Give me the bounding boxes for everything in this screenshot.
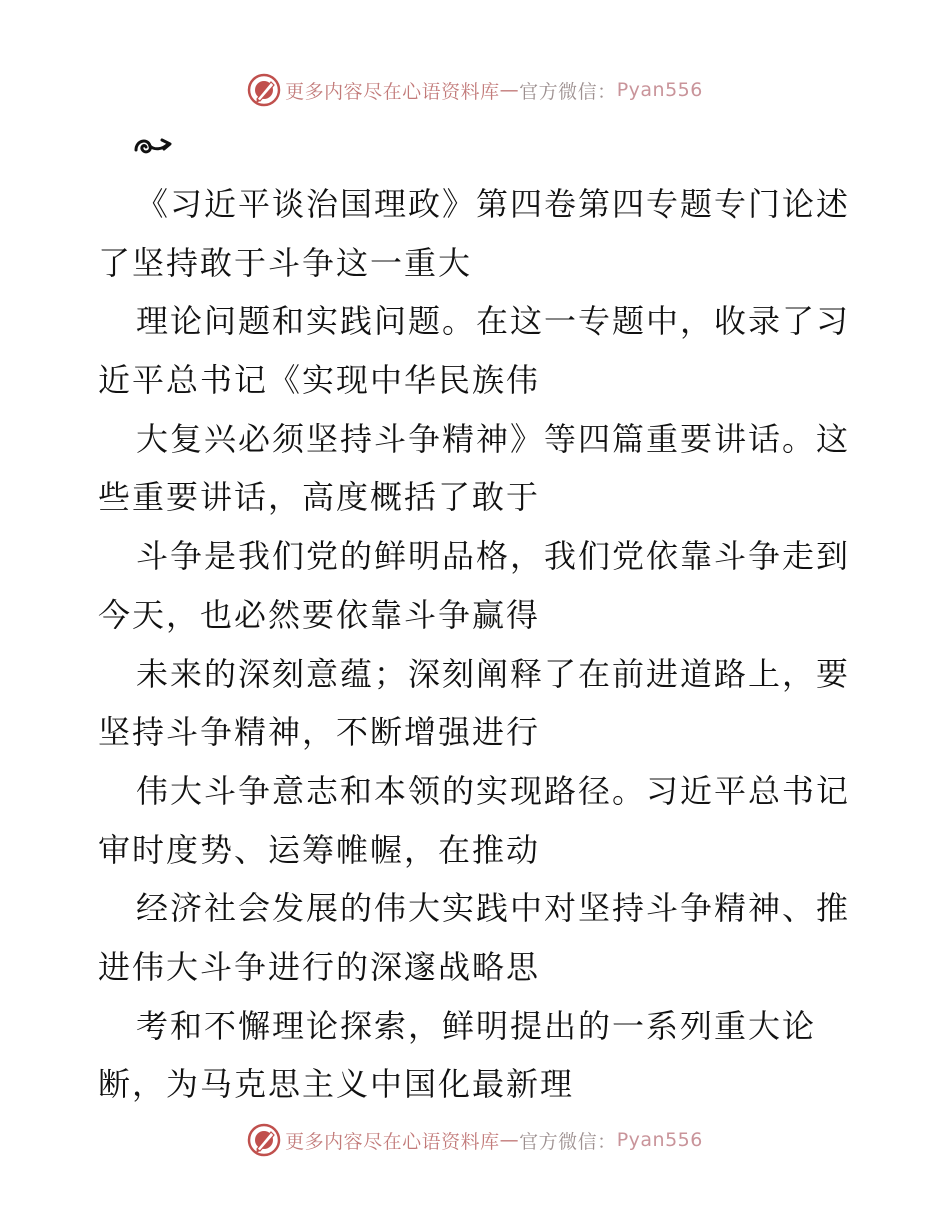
banner-wechat-id: Pyan556 <box>616 1129 703 1151</box>
header-banner <box>0 70 950 110</box>
text-line: 《习近平谈治国理政》第四卷第四专题专门论述 <box>136 185 851 223</box>
swirl-ornament-icon <box>132 132 174 160</box>
banner-official-label: 官方微信： <box>519 1130 617 1153</box>
banner-official-label: 官方微信： <box>519 80 617 103</box>
banner-dash: — <box>499 79 520 101</box>
pen-circle-logo-icon <box>247 73 281 107</box>
document-body <box>98 175 858 1114</box>
text-line: 斗争是我们党的鲜明品格，我们党依靠斗争走到 <box>136 537 851 576</box>
text-line: 伟大斗争意志和本领的实现路径。习近平总书记 <box>136 771 851 810</box>
text-line: 未来的深刻意蕴；深刻阐释了在前进道路上，要 <box>136 654 851 693</box>
pen-circle-logo-icon <box>247 1123 281 1157</box>
text-line: 理论问题和实践问题。在这一专题中，收录了习 <box>136 302 851 341</box>
banner-brand-text: 更多内容尽在心语资料库 <box>285 1130 500 1153</box>
text-line: 考和不懈理论探索，鲜明提出的一系列重大论 <box>136 1006 817 1045</box>
text-line: 大复兴必须坚持斗争精神》等四篇重要讲话。这 <box>136 419 851 458</box>
text-line: 进伟大斗争进行的深邃战略思 <box>98 947 541 986</box>
text-line: 近平总书记《实现中华民族伟 <box>98 361 541 400</box>
text-line: 经济社会发展的伟大实践中对坚持斗争精神、推 <box>136 889 851 928</box>
footer-banner <box>0 1120 950 1160</box>
banner-brand-text: 更多内容尽在心语资料库 <box>285 80 500 103</box>
text-line: 审时度势、运筹帷幄，在推动 <box>98 830 541 869</box>
banner-dash: — <box>499 1129 520 1151</box>
text-line: 坚持斗争精神，不断增强进行 <box>98 713 541 752</box>
text-line: 断，为马克思主义中国化最新理 <box>98 1065 575 1104</box>
text-line: 了坚持敢于斗争这一重大 <box>98 243 473 282</box>
text-line: 今天，也必然要依靠斗争赢得 <box>98 595 541 634</box>
banner-wechat-id: Pyan556 <box>616 79 703 101</box>
text-line: 些重要讲话，高度概括了敢于 <box>98 478 541 517</box>
